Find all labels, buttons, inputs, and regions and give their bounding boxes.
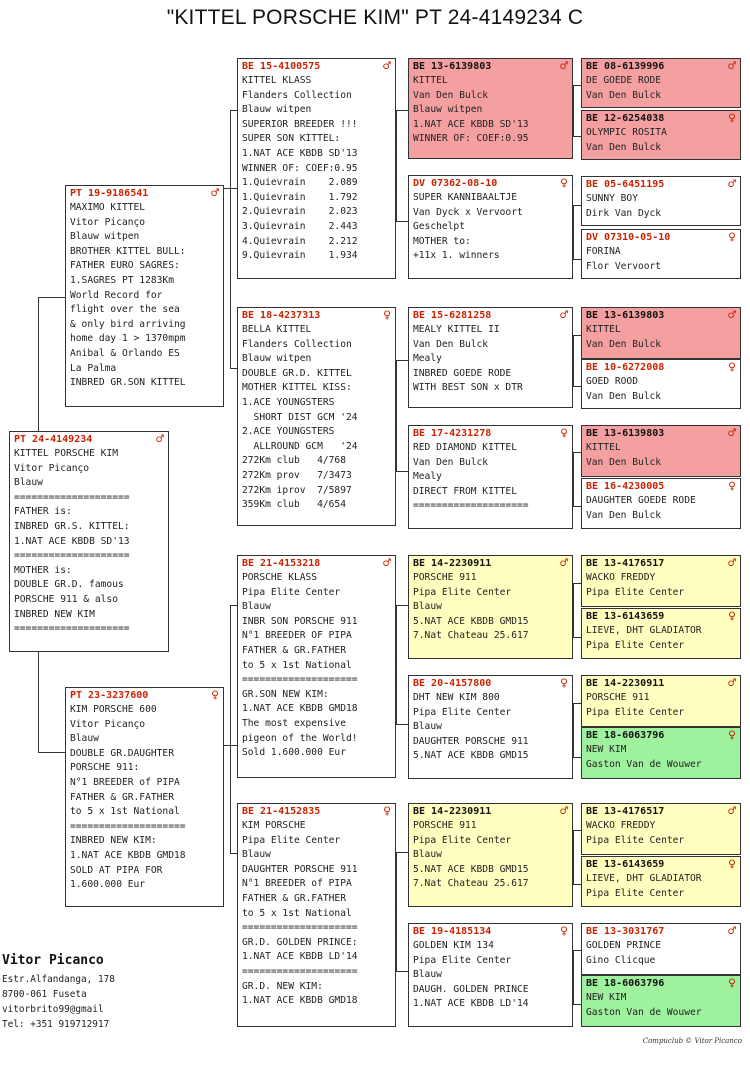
pedigree-line: World Record for bbox=[70, 289, 163, 301]
pedigree-line: Van Den Bulck bbox=[586, 509, 662, 521]
pedigree-line: & only bird arriving bbox=[70, 318, 186, 330]
pedigree-line: KITTEL bbox=[586, 324, 621, 335]
pedigree-line: ==================== bbox=[413, 500, 529, 512]
ring-header bbox=[586, 60, 736, 74]
pedigree-line: Gaston Van de Wouwer bbox=[586, 1006, 702, 1018]
female-symbol-icon: ♀ bbox=[560, 924, 568, 939]
pedigree-line: ==================== bbox=[242, 922, 358, 934]
pedigree-line: WACKO FREDDY bbox=[586, 820, 656, 831]
pedigree-line: Flanders Collection bbox=[242, 338, 352, 350]
pedigree-line: LIEVE, DHT GLADIATOR bbox=[586, 625, 702, 636]
male-symbol-icon: ♂ bbox=[560, 556, 568, 571]
pedigree-line: DOUBLE GR.D. KITTEL bbox=[242, 367, 352, 379]
male-symbol-icon: ♂ bbox=[383, 556, 391, 571]
ring-header bbox=[413, 805, 568, 819]
pedigree-line: Blauw bbox=[242, 849, 271, 861]
male-symbol-icon: ♂ bbox=[211, 186, 219, 201]
pedigree-line: N°1 BREEDER OF PIPA bbox=[242, 630, 352, 642]
pedigree-line: Vitor Picanço bbox=[70, 216, 146, 228]
pedigree-line: Pipa Elite Center bbox=[586, 834, 685, 846]
ring-header bbox=[413, 925, 568, 939]
female-symbol-icon: ♀ bbox=[728, 360, 736, 375]
ring-header bbox=[413, 309, 568, 323]
connector bbox=[38, 297, 66, 432]
pedigree-line: BELLA KITTEL bbox=[242, 324, 312, 335]
pedigree-line: 272Km prov 7/3473 bbox=[242, 469, 352, 481]
male-symbol-icon: ♂ bbox=[728, 676, 736, 691]
pigeon-card-mother[interactable] bbox=[65, 687, 224, 907]
credit-text: Compuclub © Vitor Picanco bbox=[642, 1037, 742, 1045]
pedigree-line: 359Km club 4/654 bbox=[242, 499, 346, 511]
ring-header bbox=[586, 729, 736, 743]
pedigree-line: Van Den Bulck bbox=[413, 89, 489, 101]
pedigree-line: FATHER & GR.FATHER bbox=[70, 791, 174, 803]
pedigree-line: GOLDEN KIM 134 bbox=[413, 940, 494, 951]
pedigree-line: 1.SAGRES PT 1283Km bbox=[70, 274, 174, 286]
pedigree-line: Pipa Elite Center bbox=[586, 887, 685, 899]
pedigree-line: 9.Quievrain 1.934 bbox=[242, 250, 358, 262]
pedigree-line: GOLDEN PRINCE bbox=[586, 940, 662, 951]
ring-number: BE 13-6139803 bbox=[413, 60, 492, 72]
pedigree-line: Van Den Bulck bbox=[413, 456, 489, 468]
female-symbol-icon: ♀ bbox=[560, 176, 568, 191]
pigeon-card-subject[interactable] bbox=[9, 431, 169, 652]
ring-header bbox=[413, 677, 568, 691]
pedigree-line: WACKO FREDDY bbox=[586, 572, 656, 583]
pedigree-line: Blauw bbox=[14, 477, 43, 489]
female-symbol-icon: ♀ bbox=[560, 676, 568, 691]
pigeon-card-mm-mother[interactable] bbox=[408, 923, 573, 1027]
ring-header bbox=[586, 178, 736, 192]
male-symbol-icon: ♂ bbox=[728, 426, 736, 441]
pedigree-line: PORSCHE 911 bbox=[586, 692, 650, 703]
pedigree-line: Mealy bbox=[413, 353, 442, 365]
male-symbol-icon: ♂ bbox=[728, 804, 736, 819]
pedigree-line: Blauw witpen bbox=[413, 104, 483, 116]
pedigree-line: ==================== bbox=[70, 820, 186, 832]
pedigree-line: GOED ROOD bbox=[586, 376, 638, 387]
pedigree-line: Pipa Elite Center bbox=[242, 834, 341, 846]
ring-header bbox=[70, 187, 219, 201]
pigeon-card-father-father[interactable] bbox=[237, 58, 396, 279]
pedigree-line: Pipa Elite Center bbox=[413, 834, 512, 846]
ring-header bbox=[586, 480, 736, 494]
male-symbol-icon: ♂ bbox=[383, 59, 391, 74]
pedigree-line: WINNER OF: COEF:0.95 bbox=[242, 162, 358, 174]
pedigree-line: Geschelpt bbox=[413, 221, 465, 233]
pedigree-line: Van Den Bulck bbox=[586, 456, 662, 468]
male-symbol-icon: ♂ bbox=[560, 59, 568, 74]
ring-header bbox=[586, 309, 736, 323]
pedigree-line: Pipa Elite Center bbox=[413, 586, 512, 598]
pigeon-card-gen4-16[interactable] bbox=[581, 975, 741, 1027]
owner-address-line-1: Estr.Alfandanga, 178 bbox=[2, 974, 115, 985]
pedigree-line: 1.ACE YOUNGSTERS bbox=[242, 396, 335, 408]
pedigree-line: PORSCHE 911: bbox=[70, 762, 140, 774]
pedigree-line: INBR SON PORSCHE 911 bbox=[242, 615, 358, 627]
pedigree-line: 2.ACE YOUNGSTERS bbox=[242, 426, 335, 438]
ring-number: BE 15-4100575 bbox=[242, 60, 321, 72]
pedigree-line: 1.NAT ACE KBDB GMD18 bbox=[70, 849, 186, 861]
pedigree-line: KIM PORSCHE bbox=[242, 820, 306, 831]
pedigree-line: FORINA bbox=[586, 246, 621, 257]
pedigree-line: to 5 x 1st National bbox=[70, 806, 180, 818]
pedigree-line: 5.NAT ACE KBDB GMD15 bbox=[413, 863, 529, 875]
pigeon-card-mf-father[interactable] bbox=[408, 555, 573, 659]
female-symbol-icon: ♀ bbox=[728, 111, 736, 126]
pedigree-line: Pipa Elite Center bbox=[586, 706, 685, 718]
pedigree-line: ==================== bbox=[14, 623, 130, 635]
ring-header bbox=[413, 557, 568, 571]
pedigree-line: +11x 1. winners bbox=[413, 250, 500, 262]
pedigree-line: N°1 BREEDER of PIPA bbox=[70, 776, 180, 788]
female-symbol-icon: ♀ bbox=[728, 976, 736, 991]
pigeon-card-gen4-1[interactable] bbox=[581, 58, 741, 108]
ring-number: PT 23-3237600 bbox=[70, 689, 149, 701]
ring-header bbox=[14, 433, 164, 447]
ring-header bbox=[413, 427, 568, 441]
owner-address-line-2: 8700-061 Fuseta bbox=[2, 989, 87, 1000]
female-symbol-icon: ♀ bbox=[728, 230, 736, 245]
pigeon-card-mother-father[interactable] bbox=[237, 555, 396, 778]
pedigree-line: 5.NAT ACE KBDB GMD15 bbox=[413, 750, 529, 762]
female-symbol-icon: ♀ bbox=[728, 609, 736, 624]
pedigree-line: Flor Vervoort bbox=[586, 260, 662, 272]
pedigree-line: INBRED GR.SON KITTEL bbox=[70, 377, 186, 389]
ring-number: BE 19-4185134 bbox=[413, 925, 492, 937]
pedigree-line: INBRED NEW KIM bbox=[14, 608, 95, 620]
pedigree-line: 5.NAT ACE KBDB GMD15 bbox=[413, 615, 529, 627]
pigeon-card-gen4-3[interactable] bbox=[581, 176, 741, 226]
pedigree-line: SUPER SON KITTEL: bbox=[242, 133, 341, 145]
ring-number: BE 21-4152835 bbox=[242, 805, 321, 817]
owner-name: Vitor Picanco bbox=[2, 953, 104, 968]
pedigree-line: ALLROUND GCM '24 bbox=[242, 440, 358, 452]
female-symbol-icon: ♀ bbox=[728, 479, 736, 494]
pedigree-line: NEW KIM bbox=[586, 744, 627, 755]
pedigree-line: Blauw witpen bbox=[242, 353, 312, 365]
ring-header bbox=[586, 805, 736, 819]
ring-header bbox=[586, 925, 736, 939]
pigeon-card-gen4-10[interactable] bbox=[581, 608, 741, 659]
pedigree-line: PORSCHE KLASS bbox=[242, 572, 318, 583]
ring-number: BE 21-4153218 bbox=[242, 557, 321, 569]
pigeon-card-fm-mother[interactable] bbox=[408, 425, 573, 529]
owner-phone: Tel: +351 919712917 bbox=[2, 1019, 110, 1030]
ring-number: BE 13-3031767 bbox=[586, 925, 665, 937]
pigeon-card-mm-father[interactable] bbox=[408, 803, 573, 907]
ring-number: BE 18-6063796 bbox=[586, 729, 665, 741]
pedigree-line: PORSCHE 911 bbox=[413, 820, 477, 831]
pedigree-line: Blauw bbox=[413, 601, 442, 613]
ring-number: DV 07310-05-10 bbox=[586, 231, 671, 243]
pedigree-line: 4.Quievrain 2.212 bbox=[242, 235, 358, 247]
owner-email[interactable]: vitorbrito99@gmail bbox=[2, 1004, 104, 1015]
pedigree-line: RED DIAMOND KITTEL bbox=[413, 442, 517, 453]
ring-number: BE 15-6281258 bbox=[413, 309, 492, 321]
pedigree-line: home day 1 > 1370mpm bbox=[70, 333, 186, 345]
male-symbol-icon: ♂ bbox=[728, 556, 736, 571]
male-symbol-icon: ♂ bbox=[560, 308, 568, 323]
ring-header bbox=[242, 805, 391, 819]
pedigree-line: 2.Quievrain 2.023 bbox=[242, 206, 358, 218]
pedigree-line: SUNNY BOY bbox=[586, 193, 638, 204]
pedigree-line: MEALY KITTEL II bbox=[413, 324, 500, 335]
ring-number: BE 14-2230911 bbox=[413, 557, 492, 569]
pigeon-card-gen4-15[interactable] bbox=[581, 923, 741, 975]
pedigree-line: KITTEL bbox=[586, 442, 621, 453]
pedigree-line: Vitor Picanço bbox=[14, 462, 90, 474]
pedigree-line: MAXIMO KITTEL bbox=[70, 202, 146, 213]
pedigree-line: 1.Quievrain 1.792 bbox=[242, 191, 358, 203]
pigeon-card-gen4-7[interactable] bbox=[581, 425, 741, 477]
pedigree-line: DAUGH. GOLDEN PRINCE bbox=[413, 983, 529, 995]
pedigree-line: DE GOEDE RODE bbox=[586, 75, 662, 86]
pedigree-line: FATHER EURO SAGRES: bbox=[70, 260, 180, 272]
female-symbol-icon: ♀ bbox=[560, 426, 568, 441]
pedigree-line: 272Km iprov 7/5897 bbox=[242, 484, 352, 496]
ring-header bbox=[586, 677, 736, 691]
pedigree-line: MOTHER KITTEL KISS: bbox=[242, 382, 352, 394]
pedigree-line: pigeon of the World! bbox=[242, 732, 358, 744]
male-symbol-icon: ♂ bbox=[728, 177, 736, 192]
ring-header bbox=[70, 689, 219, 703]
ring-header bbox=[413, 177, 568, 191]
pigeon-card-gen4-11[interactable] bbox=[581, 675, 741, 727]
female-symbol-icon: ♀ bbox=[728, 857, 736, 872]
pedigree-line: DAUGHTER PORSCHE 911 bbox=[413, 735, 529, 747]
ring-number: PT 24-4149234 bbox=[14, 433, 93, 445]
pedigree-line: to 5 x 1st National bbox=[242, 907, 352, 919]
male-symbol-icon: ♂ bbox=[728, 59, 736, 74]
pedigree-line: DHT NEW KIM 800 bbox=[413, 692, 500, 703]
pedigree-line: Blauw bbox=[413, 969, 442, 981]
pedigree-line: NEW KIM bbox=[586, 992, 627, 1003]
pigeon-card-father-mother[interactable] bbox=[237, 307, 396, 526]
pedigree-line: 272Km club 4/768 bbox=[242, 455, 346, 467]
pedigree-line: DOUBLE GR.DAUGHTER bbox=[70, 747, 174, 759]
ring-number: BE 13-4176517 bbox=[586, 805, 665, 817]
ring-number: BE 20-4157800 bbox=[413, 677, 492, 689]
ring-number: BE 13-6139803 bbox=[586, 427, 665, 439]
ring-header bbox=[242, 60, 391, 74]
pedigree-line: PORSCHE 911 bbox=[413, 572, 477, 583]
pedigree-line: 1.NAT ACE KBDB LD'14 bbox=[413, 998, 529, 1010]
male-symbol-icon: ♂ bbox=[560, 804, 568, 819]
pedigree-line: BROTHER KITTEL BULL: bbox=[70, 245, 186, 257]
ring-header bbox=[413, 60, 568, 74]
pedigree-line: GR.SON NEW KIM: bbox=[242, 688, 329, 700]
male-symbol-icon: ♂ bbox=[156, 432, 164, 447]
pedigree-line: WINNER OF: COEF:0.95 bbox=[413, 133, 529, 145]
pigeon-card-ff-mother[interactable] bbox=[408, 175, 573, 279]
pedigree-line: Van Den Bulck bbox=[413, 338, 489, 350]
pigeon-card-fm-father[interactable] bbox=[408, 307, 573, 408]
pedigree-line: MOTHER to: bbox=[413, 235, 471, 247]
pedigree-line: DAUGHTER GOEDE RODE bbox=[586, 495, 696, 506]
pedigree-line: Van Den Bulck bbox=[586, 338, 662, 350]
ring-number: BE 13-6143659 bbox=[586, 610, 665, 622]
pedigree-line: Sold 1.600.000 Eur bbox=[242, 747, 346, 759]
pedigree-line: 1.Quievrain 2.089 bbox=[242, 177, 358, 189]
pedigree-line: FATHER & GR.FATHER bbox=[242, 892, 346, 904]
ring-number: BE 14-2230911 bbox=[586, 677, 665, 689]
pedigree-line: DOUBLE GR.D. famous bbox=[14, 579, 124, 591]
pedigree-line: The most expensive bbox=[242, 717, 346, 729]
ring-header bbox=[586, 361, 736, 375]
pedigree-line: INBRED GOEDE RODE bbox=[413, 367, 512, 379]
pedigree-line: flight over the sea bbox=[70, 304, 180, 316]
pedigree-line: ==================== bbox=[14, 491, 130, 503]
female-symbol-icon: ♀ bbox=[383, 308, 391, 323]
pigeon-card-mf-mother[interactable] bbox=[408, 675, 573, 779]
ring-number: BE 13-6143659 bbox=[586, 858, 665, 870]
pedigree-line: Pipa Elite Center bbox=[413, 954, 512, 966]
pedigree-line: MOTHER is: bbox=[14, 564, 72, 576]
ring-number: BE 05-6451195 bbox=[586, 178, 665, 190]
pedigree-line: Gino Clicque bbox=[586, 954, 656, 966]
pedigree-line: Van Den Bulck bbox=[586, 89, 662, 101]
ring-number: BE 17-4231278 bbox=[413, 427, 492, 439]
pedigree-line: Blauw bbox=[413, 721, 442, 733]
pedigree-line: 7.Nat Chateau 25.617 bbox=[413, 878, 529, 890]
male-symbol-icon: ♂ bbox=[728, 308, 736, 323]
pedigree-line: 3.Quievrain 2.443 bbox=[242, 220, 358, 232]
ring-number: BE 08-6139996 bbox=[586, 60, 665, 72]
pedigree-line: Van Den Bulck bbox=[586, 390, 662, 402]
pigeon-card-gen4-5[interactable] bbox=[581, 307, 741, 359]
female-symbol-icon: ♀ bbox=[383, 804, 391, 819]
pedigree-line: OLYMPIC ROSITA bbox=[586, 127, 667, 138]
pedigree-line: Vitor Picanço bbox=[70, 718, 146, 730]
pigeon-card-gen4-2[interactable] bbox=[581, 110, 741, 160]
female-symbol-icon: ♀ bbox=[211, 688, 219, 703]
pedigree-line: Blauw witpen bbox=[242, 104, 312, 116]
pedigree-line: Van Dyck x Vervoort bbox=[413, 206, 523, 218]
pedigree-line: Pipa Elite Center bbox=[586, 639, 685, 651]
ring-number: BE 12-6254038 bbox=[586, 112, 665, 124]
pedigree-line: FATHER & GR.FATHER bbox=[242, 644, 346, 656]
pedigree-line: Dirk Van Dyck bbox=[586, 207, 662, 219]
ring-header bbox=[586, 231, 736, 245]
pedigree-line: INBRED GR.S. KITTEL: bbox=[14, 520, 130, 532]
ring-header bbox=[242, 557, 391, 571]
pedigree-line: Anibal & Orlando ES bbox=[70, 347, 180, 359]
pedigree-line: SOLD AT PIPA FOR bbox=[70, 864, 163, 876]
pigeon-card-gen4-14[interactable] bbox=[581, 856, 741, 907]
pedigree-line: WITH BEST SON x DTR bbox=[413, 382, 523, 394]
pigeon-card-mother-mother[interactable] bbox=[237, 803, 396, 1027]
pedigree-line: GR.D. NEW KIM: bbox=[242, 980, 323, 992]
pedigree-line: GR.D. GOLDEN PRINCE: bbox=[242, 936, 358, 948]
ring-header bbox=[586, 977, 736, 991]
male-symbol-icon: ♂ bbox=[728, 924, 736, 939]
pedigree-line: to 5 x 1st National bbox=[242, 659, 352, 671]
pedigree-line: Blauw bbox=[242, 601, 271, 613]
pedigree-line: 1.600.000 Eur bbox=[70, 879, 146, 891]
pigeon-card-ff-father[interactable] bbox=[408, 58, 573, 159]
pedigree-line: KITTEL bbox=[413, 75, 448, 86]
pedigree-line: Mealy bbox=[413, 471, 442, 483]
ring-number: BE 14-2230911 bbox=[413, 805, 492, 817]
connector bbox=[38, 652, 66, 753]
pedigree-line: ==================== bbox=[242, 965, 358, 977]
ring-number: PT 19-9186541 bbox=[70, 187, 149, 199]
pedigree-line: ==================== bbox=[14, 550, 130, 562]
pedigree-line: 1.NAT ACE KBDB LD'14 bbox=[242, 951, 358, 963]
pedigree-line: KITTEL KLASS bbox=[242, 75, 312, 86]
pedigree-line: LIEVE, DHT GLADIATOR bbox=[586, 873, 702, 884]
pigeon-card-gen4-12[interactable] bbox=[581, 727, 741, 779]
pedigree-line: 1.NAT ACE KBDB SD'13 bbox=[413, 118, 529, 130]
pedigree-line: Gaston Van de Wouwer bbox=[586, 758, 702, 770]
ring-number: BE 10-6272008 bbox=[586, 361, 665, 373]
pigeon-card-father[interactable] bbox=[65, 185, 224, 407]
ring-header bbox=[586, 858, 736, 872]
pedigree-line: DAUGHTER PORSCHE 911 bbox=[242, 863, 358, 875]
ring-header bbox=[586, 557, 736, 571]
pedigree-line: 1.NAT ACE KBDB GMD18 bbox=[242, 995, 358, 1007]
ring-header bbox=[242, 309, 391, 323]
pedigree-line: Van Den Bulck bbox=[586, 141, 662, 153]
ring-number: BE 13-4176517 bbox=[586, 557, 665, 569]
ring-number: BE 13-6139803 bbox=[586, 309, 665, 321]
pedigree-line: Flanders Collection bbox=[242, 89, 352, 101]
pedigree-line: KITTEL PORSCHE KIM bbox=[14, 448, 118, 459]
ring-header bbox=[586, 427, 736, 441]
pedigree-line: Blauw witpen bbox=[70, 231, 140, 243]
pedigree-line: Pipa Elite Center bbox=[242, 586, 341, 598]
pedigree-line: DIRECT FROM KITTEL bbox=[413, 485, 517, 497]
pigeon-card-gen4-13[interactable] bbox=[581, 803, 741, 855]
pedigree-line: SUPER KANNIBAALTJE bbox=[413, 192, 517, 203]
pigeon-card-gen4-8[interactable] bbox=[581, 478, 741, 529]
ring-number: BE 18-6063796 bbox=[586, 977, 665, 989]
ring-number: BE 16-4230005 bbox=[586, 480, 665, 492]
pedigree-line: ==================== bbox=[242, 674, 358, 686]
ring-number: DV 07362-08-10 bbox=[413, 177, 498, 189]
pedigree-title: "KITTEL PORSCHE KIM" PT 24-4149234 C bbox=[166, 6, 584, 29]
pedigree-line: Blauw bbox=[413, 849, 442, 861]
pedigree-line: Blauw bbox=[70, 733, 99, 745]
female-symbol-icon: ♀ bbox=[728, 728, 736, 743]
pedigree-line: 7.Nat Chateau 25.617 bbox=[413, 630, 529, 642]
pedigree-line: FATHER is: bbox=[14, 506, 72, 518]
pedigree-line: Pipa Elite Center bbox=[586, 586, 685, 598]
pedigree-line: KIM PORSCHE 600 bbox=[70, 704, 157, 715]
pedigree-line: N°1 BREEDER of PIPA bbox=[242, 878, 352, 890]
pedigree-line: SHORT DIST GCM '24 bbox=[242, 411, 358, 423]
ring-header bbox=[586, 112, 736, 126]
pedigree-line: 1.NAT ACE KBDB GMD18 bbox=[242, 703, 358, 715]
ring-header bbox=[586, 610, 736, 624]
pedigree-line: 1.NAT ACE KBDB SD'13 bbox=[14, 535, 130, 547]
pedigree-line: 1.NAT ACE KBDB SD'13 bbox=[242, 147, 358, 159]
pedigree-line: INBRED NEW KIM: bbox=[70, 835, 157, 847]
pedigree-line: Pipa Elite Center bbox=[413, 706, 512, 718]
pigeon-card-gen4-4[interactable] bbox=[581, 229, 741, 279]
ring-number: BE 18-4237313 bbox=[242, 309, 321, 321]
pedigree-line: La Palma bbox=[70, 362, 117, 374]
pigeon-card-gen4-6[interactable] bbox=[581, 359, 741, 409]
pedigree-line: PORSCHE 911 & also bbox=[14, 593, 118, 605]
pigeon-card-gen4-9[interactable] bbox=[581, 555, 741, 607]
pedigree-line: SUPERIOR BREEDER !!! bbox=[242, 118, 358, 130]
